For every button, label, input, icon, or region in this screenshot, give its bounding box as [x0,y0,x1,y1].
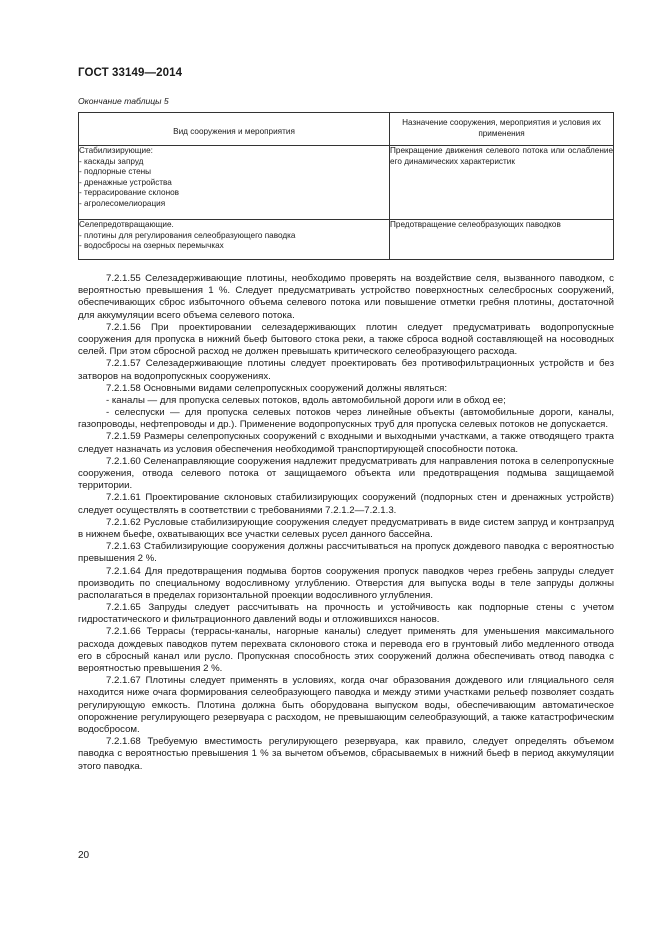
table-header-col1 [79,113,390,146]
table-cell-purpose [390,220,614,260]
table-cell-line: - каскады запруд [79,156,144,166]
paragraph: 7.2.1.55 Селезадерживающие плотины, необходимо проверять на воздействие селя, вызванного паводком, с вероятностью превышения 1 %. Следует предусматривать устройство поверхностных селесбросных сооружений, обеспечивающих сброс избыточного объема селевого потока или повышение отметки гребня плотины, достаточной для аккумуляции всего объема селевого потока. [78,273,614,321]
table-header-col2-text: Назначение сооружения, мероприятия и условия их применения [402,118,601,138]
table-cell-type [79,220,390,260]
paragraph: 7.2.1.68 Требуемую вместимость регулирующего резервуара, как правило, следует определять объемом паводка с вероятностью превышения 1 % за вычетом объемов, сбрасываемых в нижний бьеф в период аккумуляции этого паводка. [78,736,614,772]
paragraph: 7.2.1.57 Селезадерживающие плотины следует проектировать без противофильтрационных устройств и без затворов на водопропускных сооружениях. [78,358,614,382]
paragraph: - каналы — для пропуска селевых потоков, вдоль автомобильной дороги или в обход ее; [106,394,506,406]
paragraph: 7.2.1.59 Размеры селепропускных сооружений с входными и выходными участками, а также отводящего тракта следует назначать из условия обеспечения необходимой транспортирующей способности потока. [78,431,614,455]
table-cell-type [79,146,390,220]
table-row [79,146,614,220]
paragraph: 7.2.1.66 Террасы (террасы-каналы, нагорные каналы) следует применять для уменьшения максимального расхода дождевых паводков путем перехвата склонового стока и перевода его в грунтовый либо медленного отвода его в сбросный канал или русло. Пропускная способность этих сооружений должна обеспечивать отвод паводка с вероятностью превышения 2 %. [78,626,614,674]
paragraph: 7.2.1.65 Запруды следует рассчитывать на прочность и устойчивость как подпорные стены с учетом гидростатического и фильтрационного давлений воды и отложившихся наносов. [78,602,614,626]
document-header: ГОСТ 33149—2014 [78,67,183,79]
table-row [79,220,614,260]
table-5 [78,112,614,260]
table-header-row [79,113,614,146]
table-cell-purpose [390,146,614,220]
table-cell-line: Стабилизирующие: [79,146,153,155]
table-cell-line: - дренажные устройства [79,177,172,187]
page-number: 20 [78,850,90,861]
table-cell-purpose-text: Прекращение движения селевого потока или ослабление его динамических характеристик [390,146,613,166]
paragraph: 7.2.1.64 Для предотвращения подмыва бортов сооружения пропуск паводков через гребень запруды следует производить по специальному водосливному углублению. Отверстия для выпуска воды в теле запруды должны располагаться в пределах горизонтальной проекции водосливного углубления. [78,565,614,601]
paragraph: - селеспуски — для пропуска селевых потоков через линейные объекты (автомобильные дороги, каналы, газопроводы, нефтепроводы и др.). Применение водопропускных труб для пропуска селевых потоков не допускается. [78,407,614,431]
table-cell-line: - террасирование склонов [79,188,179,198]
table-cell-line: - плотины для регулирования селеобразующего паводка [79,230,296,240]
table-cell-line: - агролесомелиорация [79,198,166,208]
table-cell-line: - подпорные стены [79,167,152,177]
paragraph: 7.2.1.61 Проектирование склоновых стабилизирующих сооружений (подпорных стен и дренажных устройств) следует осуществлять в соответствии с требованиями 7.2.1.2—7.2.1.3. [78,492,614,516]
paragraph: 7.2.1.67 Плотины следует применять в условиях, когда очаг образования дождевого или гляциального селя находится ниже очага формирования селеобразующего паводка и между этими участками рельеф позволяет создать регулирующую емкость. Плотина должна быть оборудована выпуском воды, обеспечивающим автоматическое опорожнение регулирующего резервуара с расходом, не превышающим селеобразующий, а также катастрофическим водосбросом. [78,675,614,735]
document-body [78,273,614,773]
paragraph: 7.2.1.62 Русловые стабилизирующие сооружения следует предусматривать в виде систем запруд и контрзапруд в нижнем бьефе, охватывающих все участки селевых русел данного бассейна. [78,516,614,540]
paragraph: 7.2.1.58 Основными видами селепропускных сооружений должны являться: [106,382,448,394]
table-cell-purpose-text: Предотвращение селеобразующих паводков [390,220,561,229]
paragraph: 7.2.1.56 При проектировании селезадерживающих плотин следует предусматривать водопропускные сооружения для пропуска в нижний бьеф бытового стока реки, а также сброса водной составляющей на носоводных селей. При этом сбросной расход не должен превышать критического селеобразующего расхода. [78,321,614,358]
table-header-col1-text: Вид сооружения и мероприятия [173,127,295,136]
table-cell-line: Селепредотвращающие. [79,220,174,229]
table-cell-line: - водосбросы на озерных перемычках [79,241,224,251]
table-header-col2 [390,113,614,146]
table-caption: Окончание таблицы 5 [78,96,169,106]
paragraph: 7.2.1.60 Селенаправляющие сооружения надлежит предусматривать для направления потока в селепропускные сооружения, отвода селевого потока от защищаемого объекта или предотвращения подмыва защищаемой территории. [78,455,614,492]
paragraph: 7.2.1.63 Стабилизирующие сооружения должны рассчитываться на пропуск дождевого паводка с вероятностью превышения 2 %. [78,541,614,565]
